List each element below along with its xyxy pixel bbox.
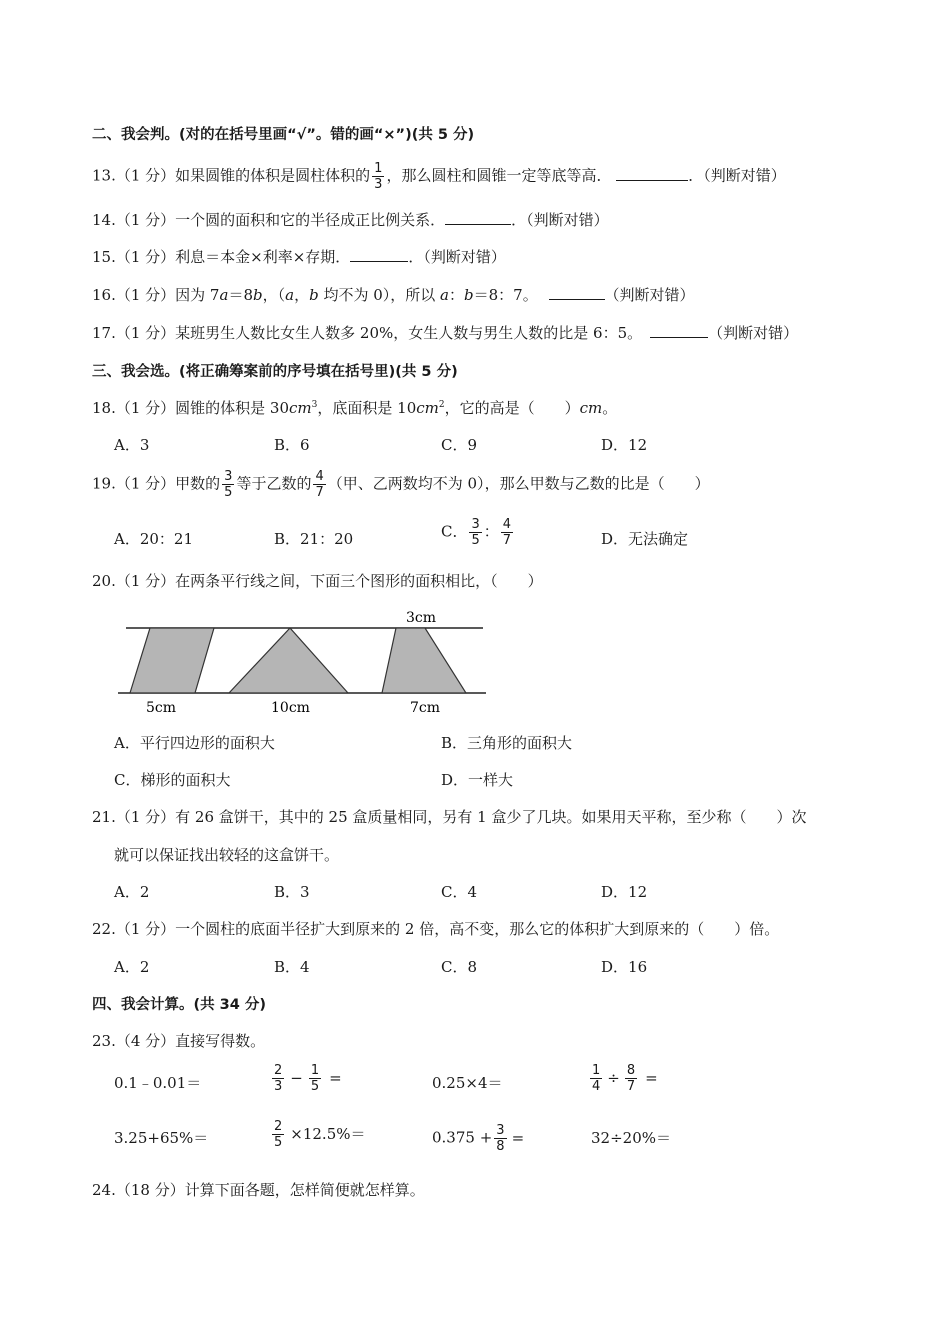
q18-option-d[interactable]: D．12 [601, 436, 648, 454]
question-21-line2: 就可以保证找出较轻的这盒饼干。 [114, 846, 340, 864]
q16-answer-blank[interactable] [549, 285, 605, 300]
trapezoid-top-label: 3cm [406, 610, 437, 626]
q20-option-a[interactable]: A．平行四边形的面积大 [114, 734, 275, 752]
question-24: 24.（18 分）计算下面各题，怎样简便就怎样算。 [92, 1181, 425, 1199]
q22-option-b[interactable]: B．4 [274, 958, 310, 976]
q21-option-b[interactable]: B．3 [274, 883, 310, 901]
calc-expr-8: 32÷20%＝ [591, 1129, 671, 1147]
q17-answer-blank[interactable] [650, 323, 708, 338]
q19-option-a[interactable]: A．20：21 [114, 530, 194, 548]
calc-expr-1: 0.1﹣0.01＝ [114, 1074, 202, 1092]
q13-fraction: $\frac{1}{3}$ [374, 161, 383, 192]
q19-option-b[interactable]: B．21：20 [274, 530, 354, 548]
question-21-line1: 21.（1 分）有 26 盒饼干，其中的 25 盒质量相同，另有 1 盒少了几块。如果用天平称，至少称（ ）次 [92, 808, 807, 826]
triangle-base-label: 10cm [271, 700, 310, 716]
question-15: 15.（1 分）利息＝本金×利率×存期． ．（判断对错） [92, 248, 506, 266]
q22-option-a[interactable]: A．2 [114, 958, 150, 976]
calc-expr-5: 3.25+65%＝ [114, 1129, 209, 1147]
q19-option-d[interactable]: D．无法确定 [601, 530, 689, 548]
question-23: 23.（4 分）直接写得数。 [92, 1032, 266, 1050]
q18-option-a[interactable]: A．3 [114, 436, 150, 454]
q14-answer-blank[interactable] [445, 210, 511, 225]
q21-option-a[interactable]: A．2 [114, 883, 150, 901]
q15-answer-blank[interactable] [350, 247, 408, 262]
calc-expr-6: $\frac{2}{5}$ ×12.5%＝ [274, 1119, 366, 1150]
q13-answer-blank[interactable] [616, 166, 688, 181]
question-19: 19.（1 分）甲数的 $\frac{3}{5}$ 等于乙数的 $\frac{4}{7}$ （甲、乙两数均不为 0），那么甲数与乙数的比是（ ） [92, 469, 710, 500]
question-22: 22.（1 分）一个圆柱的底面半径扩大到原来的 2 倍，高不变，那么它的体积扩大到原来的（ ）倍。 [92, 920, 780, 938]
question-17: 17.（1 分）某班男生人数比女生人数多 20%，女生人数与男生人数的比是 6：5。 （判断对错） [92, 324, 799, 342]
q22-option-d[interactable]: D．16 [601, 958, 648, 976]
q19-fraction-2: $\frac{4}{7}$ [315, 469, 324, 500]
section3-title: 三、我会选。(将正确筹案前的序号填在括号里)(共 5 分) [92, 364, 458, 380]
question-14: 14.（1 分）一个圆的面积和它的半径成正比例关系． ．（判断对错） [92, 211, 609, 229]
q20-option-b[interactable]: B．三角形的面积大 [441, 734, 573, 752]
calc-expr-4: $\frac{1}{4}$ ÷ $\frac{8}{7}$ = [592, 1063, 658, 1094]
q18-option-c[interactable]: C．9 [441, 436, 478, 454]
q19-fraction-1: $\frac{3}{5}$ [224, 469, 233, 500]
trapezoid-base-label: 7cm [410, 700, 441, 716]
q18-option-b[interactable]: B．6 [274, 436, 310, 454]
question-20: 20.（1 分）在两条平行线之间，下面三个图形的面积相比，（ ） [92, 572, 543, 590]
calc-expr-2: $\frac{2}{3}$ − $\frac{1}{5}$ = [274, 1063, 342, 1094]
q19-option-c[interactable]: C． $\frac{3}{5}$ ： $\frac{4}{7}$ [441, 517, 512, 548]
question-18: 18.（1 分）圆锥的体积是 $30cm^3$，底面积是 $10cm^2$，它的高是（ ）cm。 [92, 399, 618, 417]
q21-option-d[interactable]: D．12 [601, 883, 648, 901]
trapezoid-shape [382, 628, 466, 693]
calc-expr-7: 0.375 + $\frac{3}{8}$ = [432, 1123, 525, 1154]
question-16: 16.（1 分）因为 7a＝8b，（a，b 均不为 0），所以 a：b＝8：7。 （判断对错） [92, 286, 695, 304]
q21-option-c[interactable]: C．4 [441, 883, 478, 901]
section2-title: 二、我会判。(对的在括号里画“√”。错的画“×”)(共 5 分) [92, 127, 475, 143]
q20-option-c[interactable]: C．梯形的面积大 [114, 771, 231, 789]
question-13: 13.（1 分）如果圆锥的体积是圆柱体积的 $\frac{1}{3}$ ，那么圆柱和圆锥一定等底等高． ．（判断对错） [92, 161, 786, 192]
q22-option-c[interactable]: C．8 [441, 958, 478, 976]
parallelogram-base-label: 5cm [146, 700, 177, 716]
q20-figure [110, 605, 495, 720]
q13-prefix: 13.（1 分）如果圆锥的体积是圆柱体积的 [92, 166, 371, 185]
triangle-shape [229, 628, 348, 693]
parallelogram-shape [130, 628, 214, 693]
calc-expr-3: 0.25×4＝ [432, 1074, 503, 1092]
section4-title: 四、我会计算。(共 34 分) [92, 997, 267, 1013]
q20-option-d[interactable]: D．一样大 [441, 771, 514, 789]
